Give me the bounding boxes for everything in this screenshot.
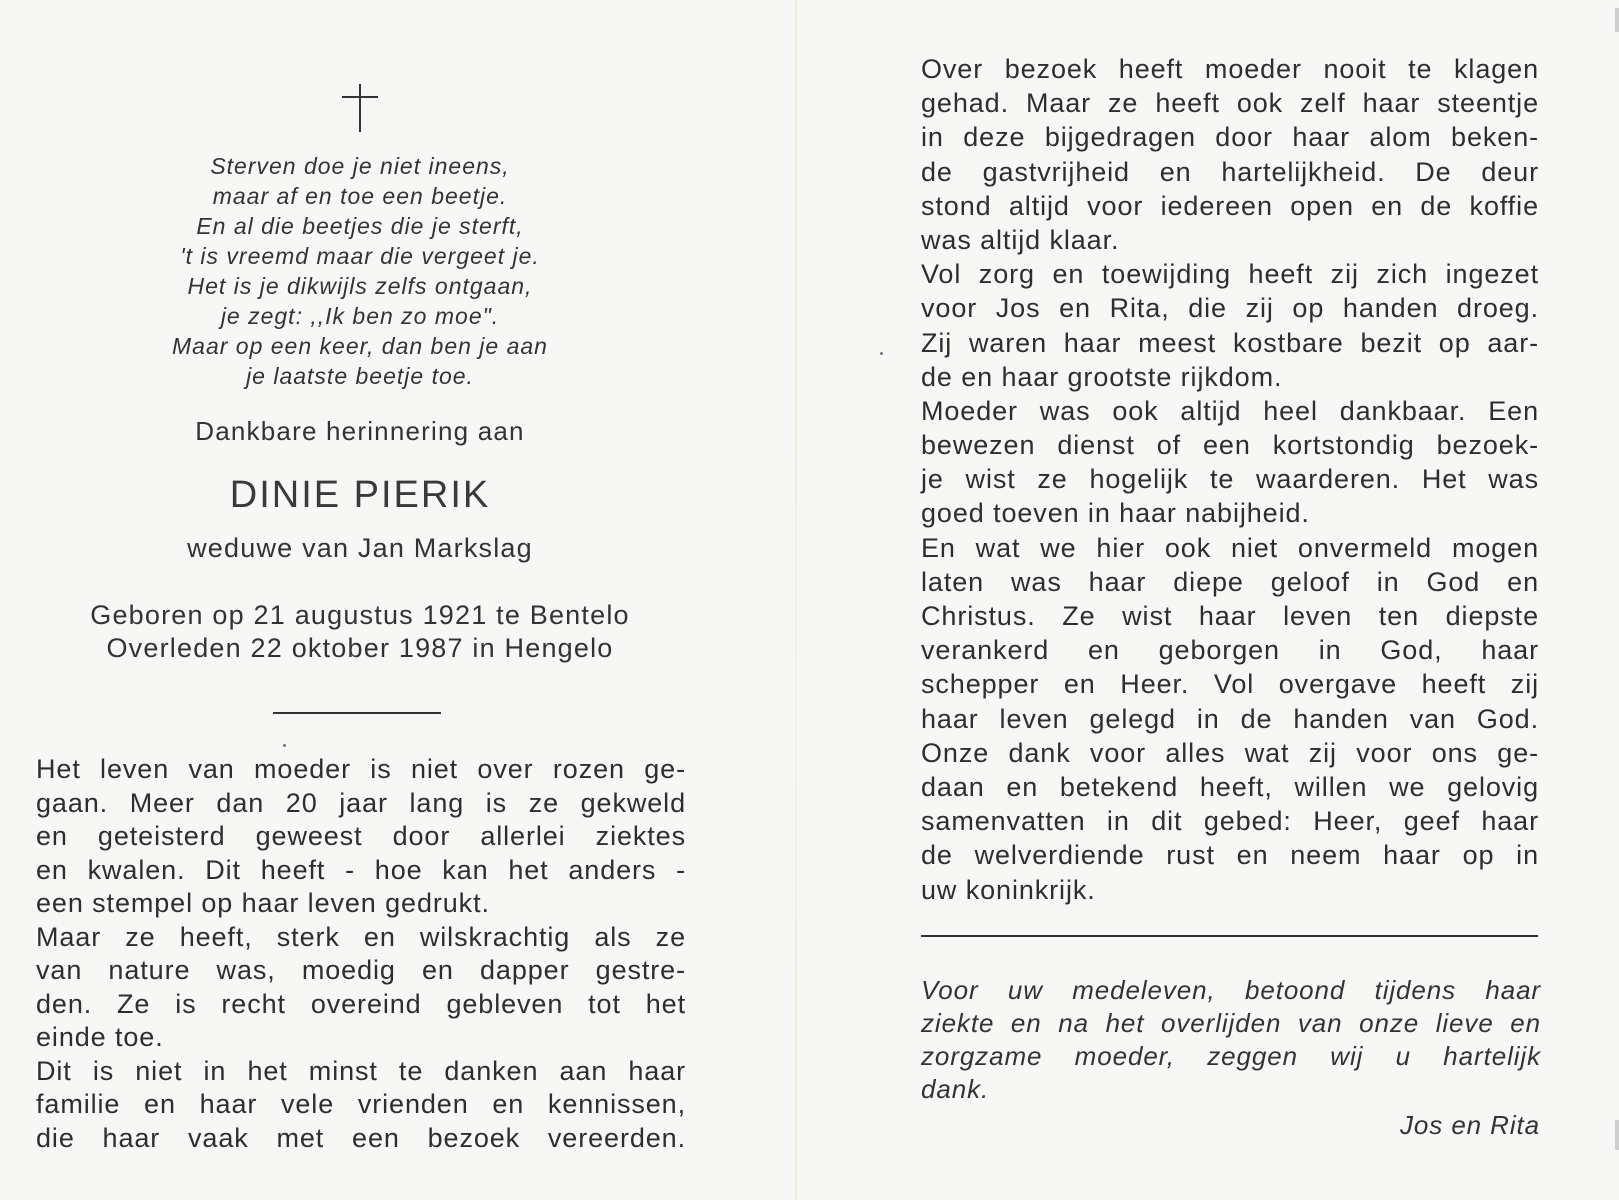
text-line: gaan. Meer dan 20 jaar lang is ze gekweld xyxy=(36,787,686,818)
text-line: einde toe. xyxy=(36,1022,164,1052)
text-line: schepper en Heer. Vol overgave heeft zij xyxy=(921,669,1539,700)
text-line: gehad. Maar ze heeft ook zelf haar steentje xyxy=(921,88,1539,119)
text-line: Het leven van moeder is niet over rozen ge- xyxy=(36,754,686,784)
death-line: Overleden 22 oktober 1987 in Hengelo xyxy=(106,633,614,663)
text-line: bewezen dienst of een kortstondig bezoek- xyxy=(921,430,1539,461)
divider xyxy=(273,712,441,714)
text-line: en kwalen. Dit heeft - hoe kan het anders - xyxy=(36,854,686,885)
scan-speck xyxy=(283,744,286,747)
text-line: voor Jos en Rita, die zij op handen droeg. xyxy=(921,293,1539,324)
text-line: familie en haar vele vrienden en kennissen, xyxy=(36,1089,686,1119)
widow-line: weduwe van Jan Markslag xyxy=(187,533,533,563)
left-panel xyxy=(0,0,720,1200)
text-line: daan en betekend heeft, willen we gelovig xyxy=(921,771,1539,802)
poem-line: Het is je dikwijls zelfs ontgaan, xyxy=(187,273,533,299)
card-fold-line xyxy=(795,0,797,1200)
text-line: die haar vaak met een bezoek vereerden. xyxy=(36,1122,686,1153)
text-line: Zij waren haar meest kostbare bezit op aar- xyxy=(921,327,1539,358)
text-line: van nature was, moedig en dapper gestre- xyxy=(36,955,686,985)
birth-line: Geboren op 21 augustus 1921 te Bentelo xyxy=(90,600,630,630)
text-line: goed toeven in haar nabijheid. xyxy=(921,498,1310,529)
poem-line: je zegt: ,,Ik ben zo moe". xyxy=(220,303,500,329)
thanks-line: Voor uw medeleven, betoond tijdens haar xyxy=(921,975,1541,1005)
text-line: stond altijd voor iedereen open en de koffie xyxy=(921,190,1539,221)
text-line: laten was haar diepe geloof in God en xyxy=(921,566,1539,597)
cross-icon xyxy=(342,84,378,132)
left-body-text xyxy=(36,753,686,1155)
thanks-line: dank. xyxy=(921,1074,990,1104)
text-line: Christus. Ze wist haar leven ten diepste xyxy=(921,601,1539,631)
text-line: was altijd klaar. xyxy=(921,224,1120,255)
deceased-name: DINIE PIERIK xyxy=(229,474,491,516)
right-body-text xyxy=(921,52,1539,907)
scan-speck xyxy=(880,352,883,355)
text-line: Dit is niet in het minst te danken aan haar xyxy=(36,1055,686,1086)
text-line: in deze bijgedragen door haar alom beken- xyxy=(921,122,1539,153)
text-line: de en haar grootste rijkdom. xyxy=(921,361,1283,392)
text-line: een stempel op haar leven gedrukt. xyxy=(36,888,490,918)
poem-line: En al die beetjes die je sterft, xyxy=(196,213,524,239)
memory-heading: Dankbare herinnering aan xyxy=(195,416,525,446)
thanks-text xyxy=(921,974,1541,1106)
poem-line: je laatste beetje toe. xyxy=(246,363,474,389)
text-line: Vol zorg en toewijding heeft zij zich ingezet xyxy=(921,259,1539,290)
life-dates xyxy=(40,599,680,665)
text-line: Moeder was ook altijd heel dankbaar. Een xyxy=(921,395,1539,426)
text-line: En wat we hier ook niet onvermeld mogen xyxy=(921,532,1539,563)
text-line: Over bezoek heeft moeder nooit te klagen xyxy=(921,54,1539,84)
text-line: haar leven gelegd in de handen van God. xyxy=(921,703,1539,734)
scan-edge-mark xyxy=(1615,1120,1619,1150)
poem-line: 't is vreemd maar die vergeet je. xyxy=(180,243,540,269)
text-line: de welverdiende rust en neem haar op in xyxy=(921,840,1539,871)
poem-line: Maar op een keer, dan ben je aan xyxy=(172,333,548,359)
text-line: en geteisterd geweest door allerlei ziektes xyxy=(36,821,686,851)
text-line: samenvatten in dit gebed: Heer, geef haar xyxy=(921,806,1539,837)
text-line: den. Ze is recht overeind gebleven tot het xyxy=(36,988,686,1019)
thanks-line: ziekte en na het overlijden van onze lieve en xyxy=(921,1008,1541,1038)
text-line: de gastvrijheid en hartelijkheid. De deur xyxy=(921,156,1539,187)
text-line: Maar ze heeft, sterk en wilskrachtig als ze xyxy=(36,921,686,952)
text-line: je wist ze hogelijk te waarderen. Het was xyxy=(921,464,1539,495)
poem xyxy=(40,151,680,391)
divider xyxy=(921,935,1538,937)
poem-line: maar af en toe een beetje. xyxy=(212,183,508,209)
text-line: uw koninkrijk. xyxy=(921,874,1096,905)
scan-edge-mark xyxy=(1615,8,1619,32)
text-line: Onze dank voor alles wat zij voor ons ge- xyxy=(921,737,1539,768)
text-line: verankerd en geborgen in God, haar xyxy=(921,635,1539,666)
poem-line: Sterven doe je niet ineens, xyxy=(210,153,510,179)
signature: Jos en Rita xyxy=(1400,1110,1540,1140)
thanks-line: zorgzame moeder, zeggen wij u hartelijk xyxy=(921,1041,1541,1071)
